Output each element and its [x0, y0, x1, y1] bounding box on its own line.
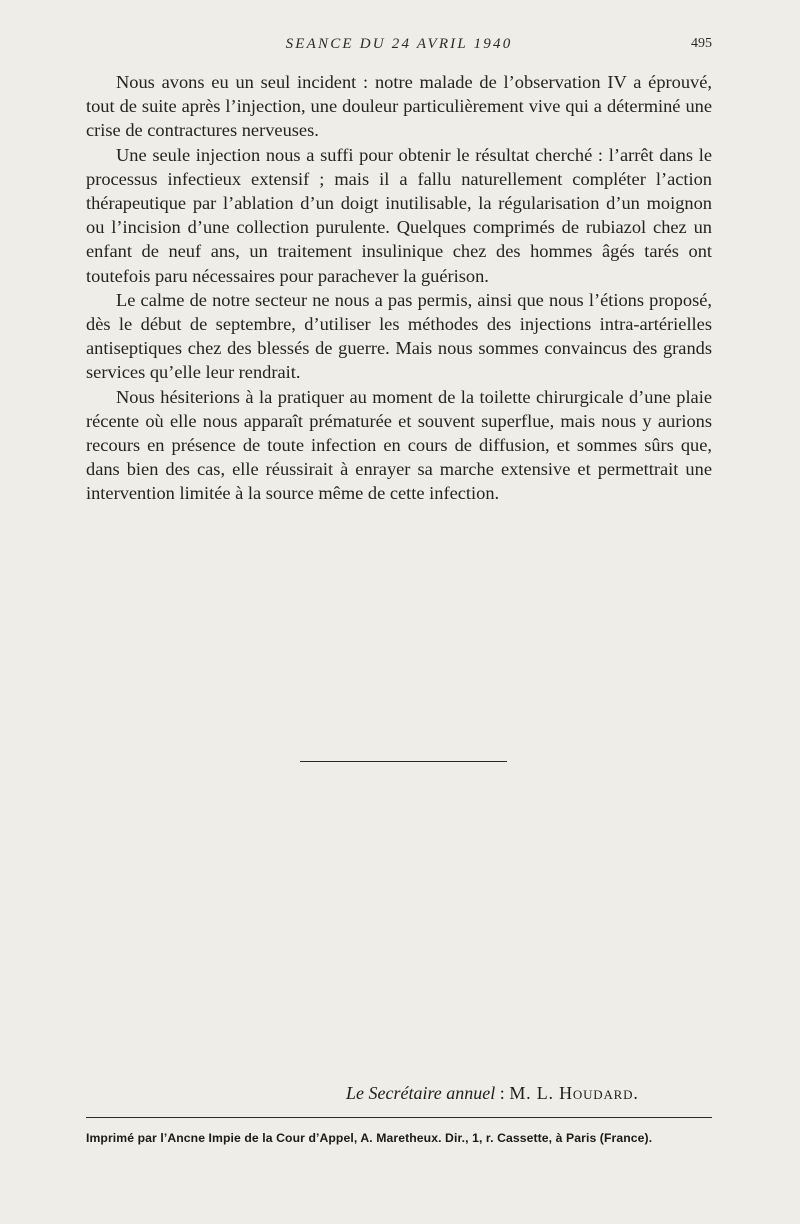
signature-line	[346, 1083, 639, 1104]
signature-role: Le Secrétaire annuel	[346, 1083, 496, 1103]
footer-divider	[86, 1117, 712, 1118]
paragraph: Une seule injection nous a suffi pour obtenir le résultat cherché : l’arrêt dans le processus infectieux extensif ; mais il a fallu naturellement compléter l’action thérapeutique par l’ablation d’un doigt inutilisable, la régularisation d’un moignon ou l’incision d’une collection purulente. Quelques comprimés de rubiazol chez un enfant de neuf ans, un traitement insulinique chez des hommes âgés tarés ont toutefois paru nécessaires pour parachever la guérison.	[86, 144, 712, 286]
printer-imprint: Imprimé par l’Ancne Impie de la Cour d’Appel, A. Maretheux. Dir., 1, r. Cassette, à Paris (France).	[86, 1131, 653, 1145]
running-title: SEANCE DU 24 AVRIL 1940	[285, 36, 513, 52]
page-number: 495	[691, 36, 712, 51]
paragraph: Le calme de notre secteur ne nous a pas permis, ainsi que nous l’étions proposé, dès le début de septembre, d’utiliser les méthodes des injections intra-artérielles antiseptiques chez des blessés de guerre. Mais nous sommes convaincus des grands services qu’elle leur rendrait.	[86, 289, 712, 383]
signature-name: M. L. Houdard.	[509, 1083, 639, 1103]
article-body	[86, 70, 712, 506]
paragraph: Nous avons eu un seul incident : notre malade de l’observation IV a éprouvé, tout de suite après l’injection, une douleur particulièrement vive qui a déterminé une crise de contractures nerveuses.	[86, 72, 712, 141]
section-divider	[300, 761, 507, 762]
paragraph: Nous hésiterions à la pratiquer au moment de la toilette chirurgicale d’une plaie récente où elle nous apparaît prématurée et souvent superflue, mais nous y aurions recours en présence de toute infection en cours de diffusion, et sommes sûrs que, dans bien des cas, elle réussirait à enrayer sa marche extensive et permettrait une intervention limitée à la source même de cette infection.	[86, 386, 712, 504]
running-header	[86, 36, 712, 56]
signature-separator: :	[495, 1083, 510, 1103]
